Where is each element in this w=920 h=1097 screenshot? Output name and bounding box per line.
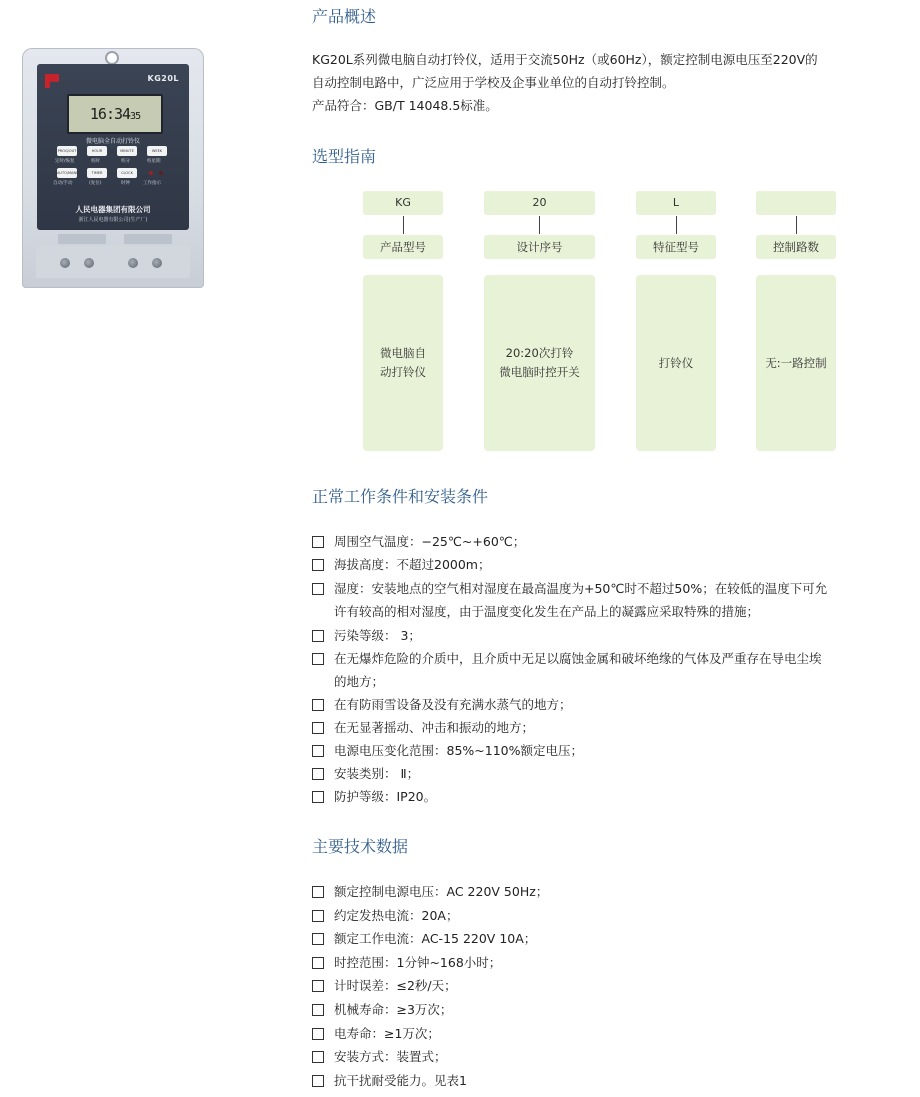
label-design-serial: 设计序号 (484, 235, 595, 259)
condition-item: 湿度：安装地点的空气相对湿度在最高温度为+50℃时不超过50%；在较低的温度下可允 (334, 581, 828, 596)
terminal-screw-icon (60, 258, 70, 268)
work-indicator-led-icon (149, 171, 153, 175)
device-model-label: KG20L (147, 74, 179, 83)
label-control-circuits: 控制路数 (756, 235, 836, 259)
tech-item: 机械寿命：≥3万次； (334, 1002, 453, 1017)
checkbox-icon (312, 1051, 324, 1063)
tech-item: 计时误差：≤2秒/天； (334, 978, 457, 993)
rail-clip (58, 234, 106, 244)
device-button-hour: HOUR (87, 146, 107, 156)
tech-item: 电寿命：≥1万次； (334, 1026, 440, 1041)
device-button-prog: PROG/OUT (57, 146, 77, 156)
desc-text: 20:20次打铃 微电脑时控开关 (499, 346, 580, 379)
overview-line-1: KG20L系列微电脑自动打铃仪，适用于交流50Hz（或60Hz），额定控制电源电压至220V的 (312, 52, 818, 67)
device-front-panel (37, 64, 189, 230)
checkbox-icon (312, 1075, 324, 1087)
checkbox-icon (312, 957, 324, 969)
tech-item: 约定发热电流：20A； (334, 908, 459, 923)
terminal-screw-icon (152, 258, 162, 268)
condition-item: 电源电压变化范围：85%~110%额定电压； (334, 743, 583, 758)
tech-item: 安装方式：装置式； (334, 1049, 447, 1064)
device-button-label: 工作指示 (143, 181, 161, 186)
label-feature-model: 特征型号 (636, 235, 716, 259)
selection-heading: 选型指南 (312, 147, 377, 166)
mounting-hole (105, 51, 119, 65)
device-button-label: 时钟 (121, 181, 130, 186)
checkbox-icon (312, 1004, 324, 1016)
checkbox-icon (312, 630, 324, 642)
checkbox-icon (312, 910, 324, 922)
device-company-subname: 浙江人民电器有限公司(生产厂) (78, 217, 148, 223)
condition-item: 安装类别： Ⅱ； (334, 766, 420, 781)
checkbox-icon (312, 699, 324, 711)
device-button-label: 校星期 (147, 159, 161, 164)
device-button-week: WEEK (147, 146, 167, 156)
overview-heading: 产品概述 (312, 7, 377, 26)
connector-line (676, 216, 677, 234)
tech-item: 额定工作电流：AC-15 220V 10A； (334, 931, 537, 946)
terminal-screw-icon (128, 258, 138, 268)
checkbox-icon (312, 536, 324, 548)
overview-line-3: 产品符合：GB/T 14048.5标准。 (312, 98, 498, 113)
condition-item: 周围空气温度：−25℃~+60℃； (334, 534, 526, 549)
tech-item: 额定控制电源电压：AC 220V 50Hz； (334, 884, 549, 899)
code-box-blank (756, 191, 836, 215)
rail-clip (124, 234, 172, 244)
checkbox-icon (312, 980, 324, 992)
device-button-label: 定时/恢复 (55, 159, 75, 164)
panel-subtitle: 微电脑全自动打铃仪 (85, 138, 140, 145)
checkbox-icon (312, 653, 324, 665)
desc-text: 打铃仪 (658, 355, 694, 370)
label-product-model: 产品型号 (363, 235, 443, 259)
lcd-time: 16:34 (89, 105, 131, 123)
checkbox-icon (312, 559, 324, 571)
condition-item: 污染等级： 3； (334, 628, 421, 643)
desc-text: 无:一路控制 (765, 355, 827, 370)
lcd-seconds: 35 (130, 111, 141, 122)
tech-item: 抗干扰耐受能力。见表1 (334, 1073, 467, 1088)
device-button-label: (复位) (89, 181, 102, 186)
condition-item: 海拔高度：不超过2000m； (334, 557, 491, 572)
checkbox-icon (312, 583, 324, 595)
condition-item: 防护等级：IP20。 (334, 789, 437, 804)
code-box-l: L (636, 191, 716, 215)
connector-line (796, 216, 797, 234)
device-button-label: 校时 (91, 159, 100, 164)
product-image (22, 48, 204, 288)
desc-feature-model (636, 275, 716, 451)
connector-line (403, 216, 404, 234)
lcd-display (67, 94, 163, 134)
checkbox-icon (312, 745, 324, 757)
tech-heading: 主要技术数据 (312, 837, 409, 856)
desc-design-serial (484, 275, 595, 451)
condition-item: 在无显著摇动、冲击和振动的地方； (334, 720, 535, 735)
condition-item: 在无爆炸危险的介质中，且介质中无足以腐蚀金属和破坏绝缘的气体及严重存在导电尘埃 (334, 651, 822, 666)
tech-item: 时控范围：1分钟~168小时； (334, 955, 502, 970)
checkbox-icon (312, 791, 324, 803)
device-button-auto: AUTO/MANU (57, 168, 77, 178)
condition-item-continued: 许有较高的相对湿度，由于温度变化发生在产品上的凝露应采取特殊的措施； (334, 604, 760, 619)
condition-item: 在有防雨雪设备及没有充满水蒸气的地方； (334, 697, 572, 712)
connector-line (539, 216, 540, 234)
device-company-name: 人民电器集团有限公司 (75, 205, 151, 214)
checkbox-icon (312, 886, 324, 898)
desc-control-circuits (756, 275, 836, 451)
condition-item-continued: 的地方； (334, 674, 385, 689)
conditions-heading: 正常工作条件和安装条件 (312, 487, 489, 506)
device-button-clock: CLOCK (117, 168, 137, 178)
desc-text: 微电脑自 动打铃仪 (380, 346, 426, 379)
work-indicator-led-icon (159, 171, 163, 175)
desc-product-model (363, 275, 443, 451)
code-box-20: 20 (484, 191, 595, 215)
overview-line-2: 自动控制电路中，广泛应用于学校及企事业单位的自动打铃控制。 (312, 75, 675, 90)
terminal-screw-icon (84, 258, 94, 268)
checkbox-icon (312, 722, 324, 734)
device-button-timer: TIMER (87, 168, 107, 178)
brand-logo-icon (45, 74, 59, 88)
device-button-label: 校分 (121, 159, 130, 164)
code-box-kg: KG (363, 191, 443, 215)
device-button-minute: MINUTE (117, 146, 137, 156)
checkbox-icon (312, 933, 324, 945)
device-button-label: 自动/手动 (53, 181, 73, 186)
checkbox-icon (312, 768, 324, 780)
checkbox-icon (312, 1028, 324, 1040)
